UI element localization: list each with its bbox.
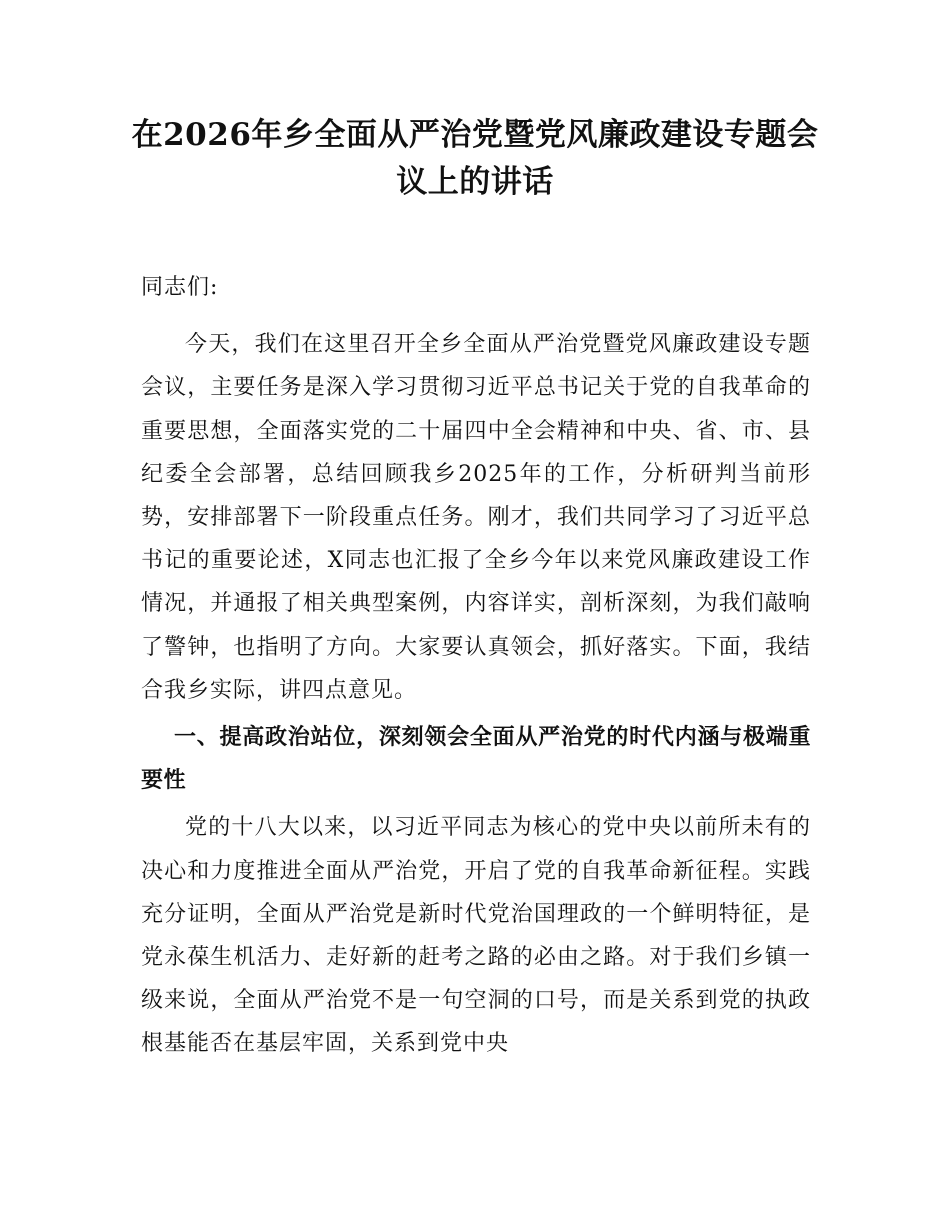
document-body [141, 266, 811, 1066]
section-heading: 一、提高政治站位，深刻领会全面从严治党的时代内涵与极端重要性 [141, 725, 811, 794]
body-paragraph: 党的十八大以来，以习近平同志为核心的党中央以前所未有的决心和力度推进全面从严治党，开启了党的自我革命新征程。实践充分证明，全面从严治党是新时代党治国理政的一个鲜明特征，是党永葆生机活力、走好新的赶考之路的必由之路。对于我们乡镇一级来说，全面从严治党不是一句空洞的口号，而是关系到党的执政根基能否在基层牢固，关系到党中央 [141, 815, 811, 1057]
document-title: 在2026年乡全面从严治党暨党风廉政建设专题会议上的讲话 [131, 117, 819, 200]
body-paragraph: 今天，我们在这里召开全乡全面从严治党暨党风廉政建设专题会议，主要任务是深入学习贯彻习近平总书记关于党的自我革命的重要思想，全面落实党的二十届四中全会精神和中央、省、市、县纪委全会部署，总结回顾我乡2025年的工作，分析研判当前形势，安排部署下一阶段重点任务。刚才，我们共同学习了习近平总书记的重要论述，X同志也汇报了全乡今年以来党风廉政建设工作情况，并通报了相关典型案例，内容详实，剖析深刻，为我们敲响了警钟，也指明了方向。大家要认真领会，抓好落实。下面，我结合我乡实际，讲四点意见。 [141, 332, 811, 703]
salutation: 同志们: [141, 275, 219, 300]
